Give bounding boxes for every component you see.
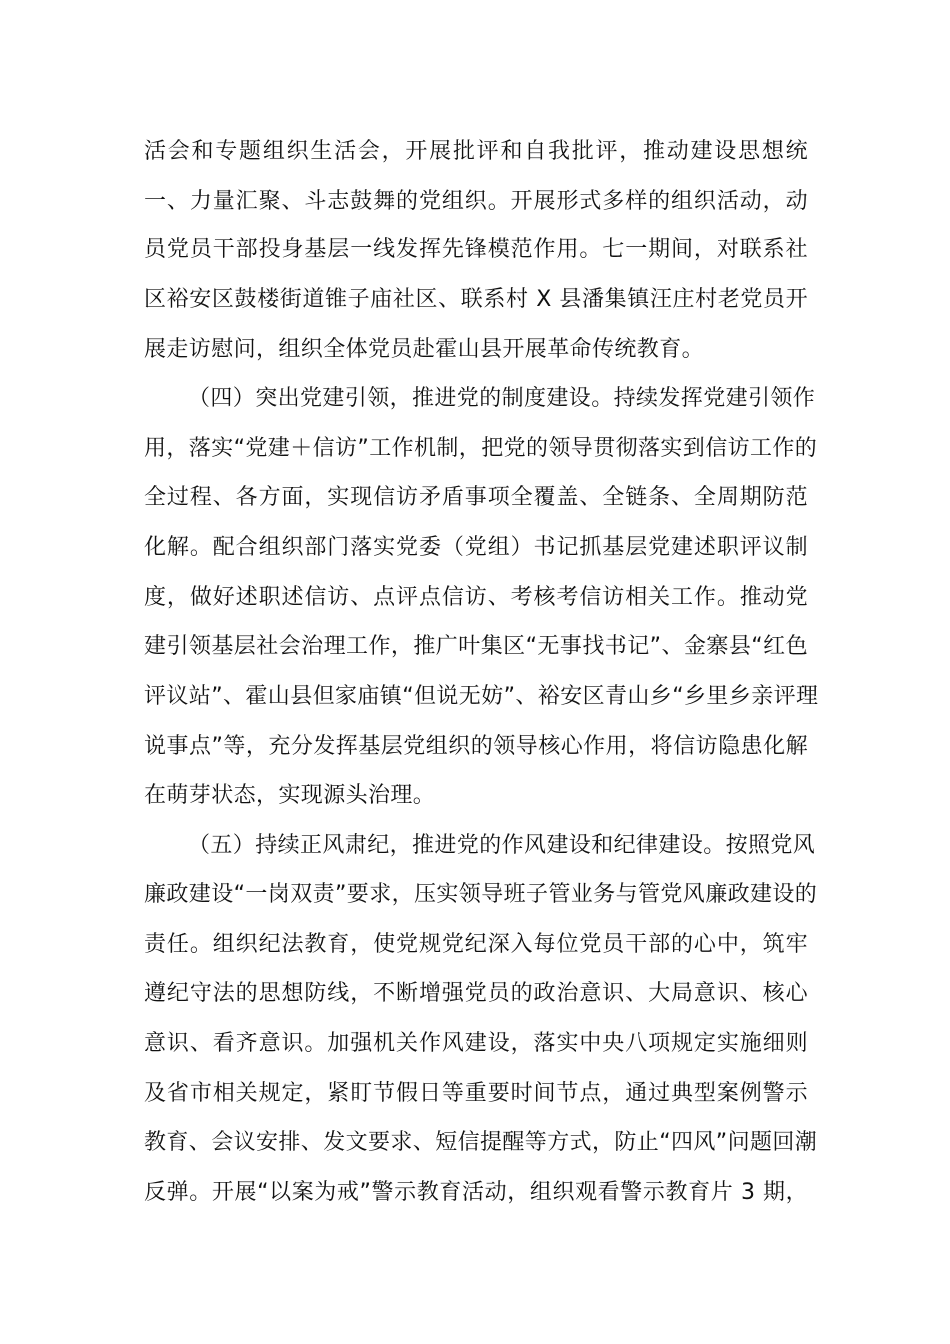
text-line: 建引领基层社会治理工作，推广叶集区“无事找书记”、金寨县“红色 — [144, 634, 808, 659]
paragraph-heading-line: （四）突出党建引领，推进党的制度建设。持续发挥党建引领作 — [188, 386, 816, 411]
text-line: 遵纪守法的思想防线，不断增强党员的政治意识、大局意识、核心 — [144, 981, 808, 1006]
paragraph-heading-line: （五）持续正风肃纪，推进党的作风建设和纪律建设。按照党风 — [188, 833, 816, 858]
text-line: 化解。配合组织部门落实党委（党组）书记抓基层党建述职评议制 — [144, 535, 808, 560]
text-line: 说事点”等，充分发挥基层党组织的领导核心作用，将信访隐患化解 — [144, 734, 808, 759]
text-line: 区裕安区鼓楼街道锥子庙社区、联系村 X 县潘集镇汪庄村老党员开 — [144, 287, 808, 312]
text-line: 度，做好述职述信访、点评点信访、考核考信访相关工作。推动党 — [144, 585, 808, 610]
text-line: 廉政建设“一岗双责”要求，压实领导班子管业务与管党风廉政建设的 — [144, 882, 818, 907]
text-line: 评议站”、霍山县但家庙镇“但说无妨”、裕安区青山乡“乡里乡亲评理 — [144, 684, 819, 709]
text-line: 用，落实“党建＋信访”工作机制，把党的领导贯彻落实到信访工作的 — [144, 436, 818, 461]
text-line: 一、力量汇聚、斗志鼓舞的党组织。开展形式多样的组织活动，动 — [144, 189, 808, 214]
text-line: 在萌芽状态，实现源头治理。 — [144, 783, 436, 808]
text-line: 活会和专题组织生活会，开展批评和自我批评，推动建设思想统 — [144, 139, 808, 164]
text-line: 员党员干部投身基层一线发挥先锋模范作用。七一期间，对联系社 — [144, 237, 808, 262]
text-line: 意识、看齐意识。加强机关作风建设，落实中央八项规定实施细则 — [144, 1031, 808, 1056]
text-line: 教育、会议安排、发文要求、短信提醒等方式，防止“四风”问题回潮 — [144, 1130, 818, 1155]
text-line: 反弹。开展“以案为戒”警示教育活动，组织观看警示教育片 3 期， — [144, 1180, 808, 1205]
text-line: 全过程、各方面，实现信访矛盾事项全覆盖、全链条、全周期防范 — [144, 485, 808, 510]
text-line: 展走访慰问，组织全体党员赴霍山县开展革命传统教育。 — [144, 337, 705, 362]
text-line: 及省市相关规定，紧盯节假日等重要时间节点，通过典型案例警示 — [144, 1081, 808, 1106]
text-line: 责任。组织纪法教育，使党规党纪深入每位党员干部的心中，筑牢 — [144, 932, 808, 957]
